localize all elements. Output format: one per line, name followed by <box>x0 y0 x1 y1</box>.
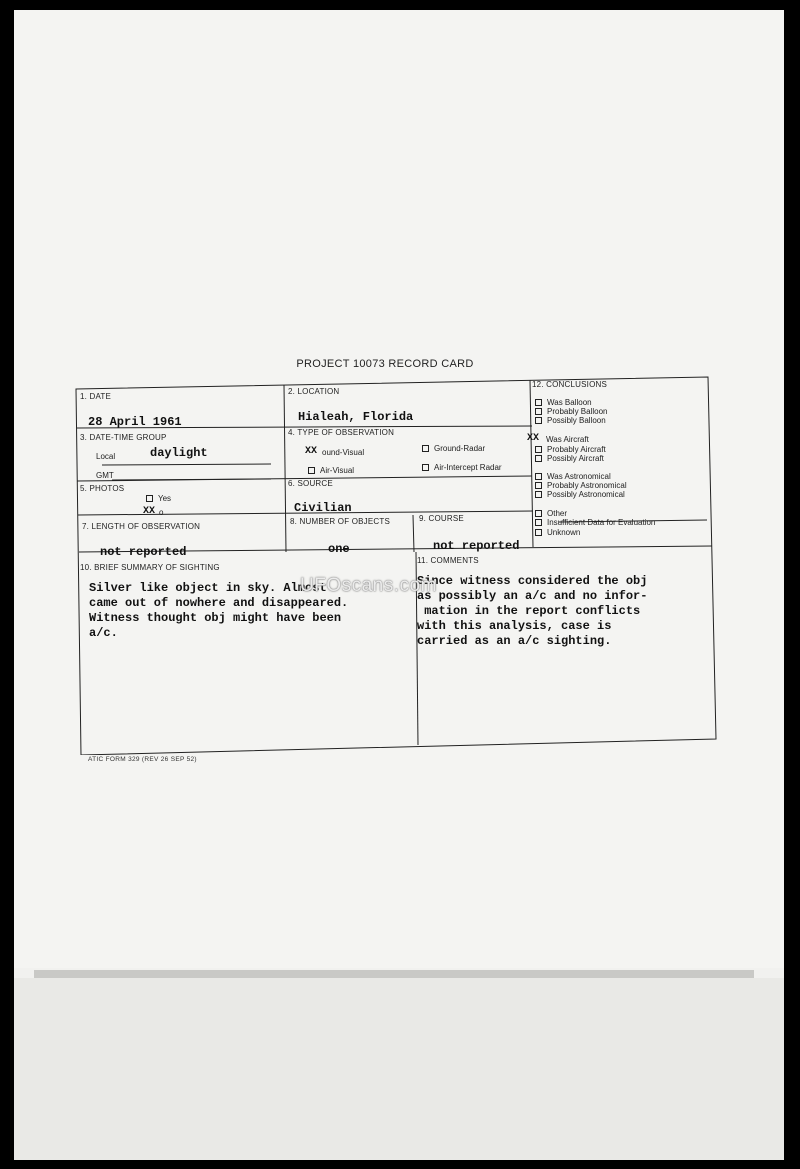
date-label: 1. DATE <box>80 392 112 401</box>
conclusion-probably-aircraft: Probably Aircraft <box>535 445 606 454</box>
comments-line: Since witness considered the obj <box>417 574 648 588</box>
number-value: one <box>328 542 350 556</box>
summary-line: a/c. <box>89 626 118 640</box>
air-intercept-checkbox <box>422 464 429 471</box>
ground-radar-checkbox <box>422 445 429 452</box>
dtg-local-value: daylight <box>150 446 208 460</box>
number-label: 8. NUMBER OF OBJECTS <box>290 517 391 526</box>
photos-label: 5. PHOTOS <box>80 484 125 493</box>
conclusion-other: Other <box>535 509 567 518</box>
checkbox <box>535 510 542 517</box>
form-id: ATIC FORM 329 (REV 26 SEP 52) <box>88 756 197 763</box>
air-visual-checkbox <box>308 467 315 474</box>
ground-visual-option: ound-Visual <box>322 448 365 457</box>
conclusion-possibly-balloon: Possibly Balloon <box>535 416 606 425</box>
conclusion-unknown: Unknown <box>535 528 580 537</box>
summary-line: Witness thought obj might have been <box>89 611 342 625</box>
photos-yes-checkbox <box>146 495 153 502</box>
dtg-label: 3. DATE-TIME GROUP <box>80 433 167 442</box>
checkbox <box>535 473 542 480</box>
summary-line: came out of nowhere and disappeared. <box>89 596 349 610</box>
dtg-local-label: Local <box>96 452 116 461</box>
location-label: 2. LOCATION <box>288 387 340 396</box>
watermark-logo: UFOscans.com <box>300 575 437 596</box>
conclusion-probably-balloon: Probably Balloon <box>535 407 607 416</box>
conclusions-label: 12. CONCLUSIONS <box>532 380 608 389</box>
record-card <box>72 375 720 755</box>
comments-text <box>417 574 647 649</box>
conclusion-was-astronomical: Was Astronomical <box>535 472 611 481</box>
ground-radar-option: Ground-Radar <box>422 444 485 453</box>
scan-lower-area <box>14 978 784 1160</box>
course-value: not reported <box>433 539 520 553</box>
conclusion-was-aircraft: Was Aircraft <box>546 435 589 444</box>
photos-no-mark: XX <box>143 506 156 517</box>
photos-yes-option: Yes <box>146 494 171 503</box>
scan-fold-line <box>34 970 754 978</box>
comments-line: with this analysis, case is <box>417 619 612 633</box>
air-visual-option: Air-Visual <box>308 466 354 475</box>
conclusion-was-balloon: Was Balloon <box>535 398 592 407</box>
conclusion-insufficient-data: Insufficient Data for Evaluation <box>535 518 655 527</box>
summary-line: Silver like object in sky. Almost <box>89 581 327 595</box>
ground-visual-mark: XX <box>305 446 318 457</box>
conclusion-probably-astronomical: Probably Astronomical <box>535 481 627 490</box>
checkbox <box>535 408 542 415</box>
length-value: not reported <box>100 545 187 559</box>
card-title: PROJECT 10073 RECORD CARD <box>296 358 474 370</box>
comments-label: 11. COMMENTS <box>417 556 479 565</box>
was-aircraft-mark: XX <box>527 433 540 444</box>
source-label: 6. SOURCE <box>288 479 333 488</box>
location-value: Hialeah, Florida <box>298 410 414 424</box>
conclusion-possibly-aircraft: Possibly Aircraft <box>535 454 604 463</box>
length-label: 7. LENGTH OF OBSERVATION <box>82 522 201 531</box>
course-label: 9. COURSE <box>419 514 464 523</box>
checkbox <box>535 519 542 526</box>
checkbox <box>535 446 542 453</box>
conclusion-possibly-astronomical: Possibly Astronomical <box>535 490 625 499</box>
checkbox <box>535 399 542 406</box>
checkbox <box>535 491 542 498</box>
checkbox <box>535 417 542 424</box>
comments-line: mation in the report conflicts <box>417 604 641 618</box>
type-label: 4. TYPE OF OBSERVATION <box>288 428 395 437</box>
air-intercept-option: Air-Intercept Radar <box>422 463 502 472</box>
checkbox <box>535 529 542 536</box>
date-value: 28 April 1961 <box>88 415 182 429</box>
summary-label: 10. BRIEF SUMMARY OF SIGHTING <box>80 563 220 572</box>
source-value: Civilian <box>294 501 352 515</box>
checkbox <box>535 455 542 462</box>
comments-line: carried as an a/c sighting. <box>417 634 612 648</box>
checkbox <box>535 482 542 489</box>
dtg-gmt-label: GMT <box>96 471 114 480</box>
comments-line: as possibly an a/c and no infor- <box>417 589 648 603</box>
photos-no-option: o <box>159 508 164 517</box>
